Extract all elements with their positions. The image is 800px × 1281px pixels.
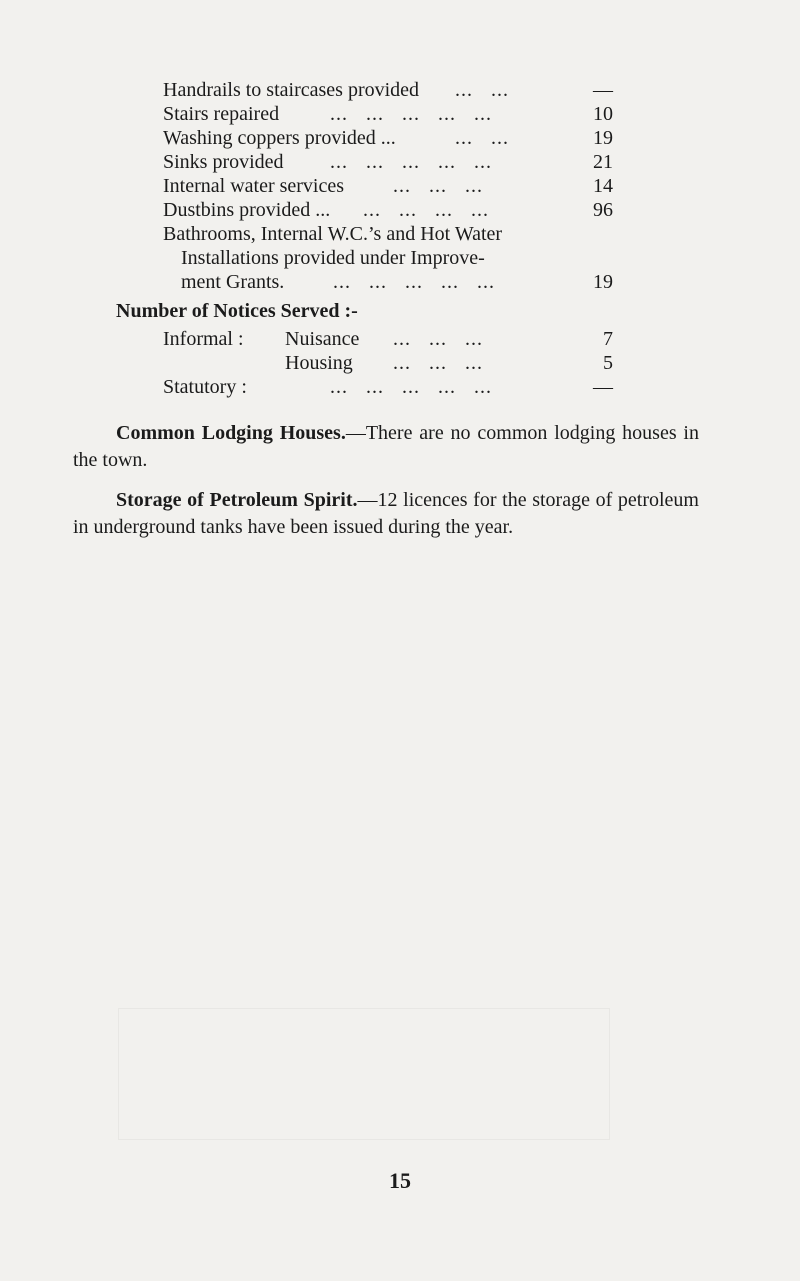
list-item: Stairs repaired ... ... ... ... ... 10 bbox=[163, 103, 613, 125]
list-item: Statutory : ... ... ... ... ... — bbox=[163, 376, 613, 398]
list-item: Handrails to staircases provided ... ... — bbox=[163, 79, 613, 101]
item-value: — bbox=[593, 79, 613, 101]
list-item: Internal water services ... ... ... 14 bbox=[163, 175, 613, 197]
list-item: Housing ... ... ... 5 bbox=[285, 352, 613, 374]
informal-label: Informal : bbox=[163, 328, 244, 350]
list-item: Dustbins provided ... ... ... ... ... 96 bbox=[163, 199, 613, 221]
page-number: 15 bbox=[389, 1168, 411, 1193]
item-value: 96 bbox=[593, 199, 613, 221]
item-value: 21 bbox=[593, 151, 613, 173]
item-label: Stairs repaired bbox=[163, 103, 280, 125]
item-value: 10 bbox=[593, 103, 613, 125]
item-label-continued: ment Grants. bbox=[181, 271, 285, 293]
item-label: Dustbins provided ... bbox=[163, 199, 331, 221]
housing-label: Housing bbox=[285, 352, 353, 374]
housing-value: 5 bbox=[603, 352, 613, 374]
nuisance-label: Nuisance bbox=[285, 328, 360, 350]
item-label: Internal water services bbox=[163, 175, 345, 197]
lodging-paragraph bbox=[73, 420, 699, 474]
item-value: 14 bbox=[593, 175, 613, 197]
statutory-value: — bbox=[593, 376, 613, 398]
statutory-label: Statutory : bbox=[163, 376, 247, 398]
item-value: 19 bbox=[593, 127, 613, 149]
lodging-text: —There are no common lodging houses in the town. bbox=[73, 422, 699, 471]
nuisance-value: 7 bbox=[603, 328, 613, 350]
item-label: Sinks provided bbox=[163, 151, 284, 173]
list-item-bathrooms bbox=[163, 222, 613, 246]
list-item: Informal : Nuisance ... ... ... 7 bbox=[163, 328, 613, 350]
bleed-through-table bbox=[118, 1008, 610, 1140]
item-label: Bathrooms, Internal W.C.’s and Hot Water bbox=[163, 223, 503, 245]
lodging-heading: Common Lodging Houses. bbox=[116, 422, 346, 444]
item-label: Handrails to staircases provided bbox=[163, 79, 420, 101]
provisions-list: Handrails to staircases provided ... ... — Stairs repaired ... ... ... ... ... 10 Washing coppers provided ... ... ... 19 Sinks provided ... ... ... ... ... 21 Internal water services ... ... ... 14 Dustbins provided ... ... ... ... ... 96 Bathrooms, Internal W.C.’s and Hot Water Installations provided under Improve- ment Grants. ... ... ... ... ... 19 bbox=[163, 79, 613, 293]
item-value: 19 bbox=[593, 271, 613, 293]
item-label-continued: Installations provided under Improve- bbox=[181, 247, 485, 269]
item-label: Washing coppers provided ... bbox=[163, 127, 396, 149]
notices-heading: Number of Notices Served :- bbox=[116, 300, 358, 322]
petroleum-text: —12 licences for the storage of petroleum in underground tanks have been issued during the year. bbox=[73, 489, 699, 538]
notices-list bbox=[163, 327, 613, 399]
list-item: Washing coppers provided ... ... ... 19 bbox=[163, 127, 613, 149]
petroleum-paragraph bbox=[73, 487, 699, 541]
petroleum-heading: Storage of Petroleum Spirit. bbox=[116, 489, 358, 511]
list-item: Sinks provided ... ... ... ... ... 21 bbox=[163, 151, 613, 173]
